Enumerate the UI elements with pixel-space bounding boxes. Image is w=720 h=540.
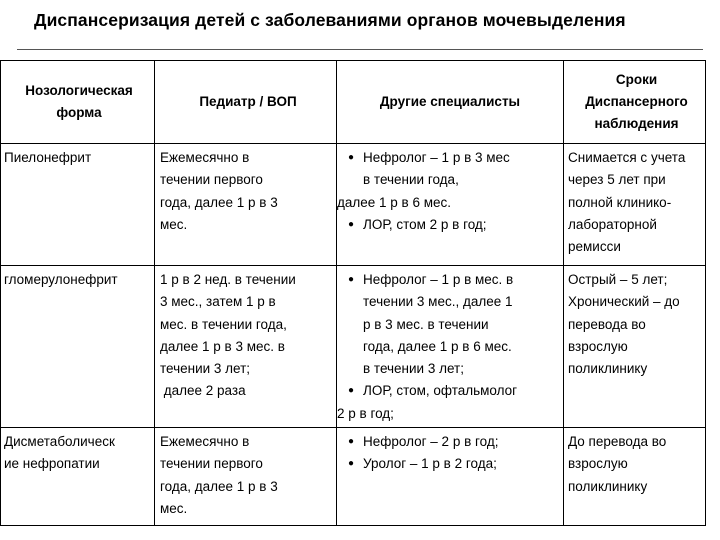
bullet-icon: ● — [347, 385, 354, 397]
cell-line: через 5 лет при — [568, 172, 666, 188]
cell-form — [1, 266, 155, 428]
bullet-icon: ● — [347, 458, 354, 470]
specialist-text: р в 3 мес. в течении — [363, 316, 489, 332]
cell-line: взрослую — [568, 456, 628, 472]
cell-line: течении первого — [160, 172, 263, 188]
specialist-item — [337, 431, 563, 453]
cell-line: полной клинико- — [568, 194, 672, 210]
cell-line: Острый – 5 лет; — [568, 272, 668, 287]
bullet-icon: ● — [347, 274, 354, 285]
table-header-row — [1, 61, 706, 144]
cell-specialists — [337, 144, 564, 266]
cell-line: поликлинику — [568, 478, 648, 494]
cell-terms — [564, 266, 706, 428]
cell-line: Пиелонефрит — [4, 150, 92, 165]
table-row-glomerulonephritis — [1, 266, 706, 428]
cell-terms — [564, 144, 706, 266]
cell-form — [1, 428, 155, 526]
header-other-specialists: Другие специалисты — [337, 61, 564, 144]
specialist-text: Уролог – 1 р в 2 года; — [363, 456, 497, 472]
cell-pediatrician — [155, 428, 337, 526]
cell-line: мес. — [160, 216, 188, 232]
specialist-text: Нефролог – 1 р в мес. в — [363, 272, 514, 287]
header-observation-terms: Сроки Диспансерного наблюдения — [564, 61, 706, 144]
cell-line: мес. в течении года, — [160, 316, 287, 332]
header-nosological-form: Нозологическая форма — [1, 61, 155, 144]
cell-line: далее 1 р в 3 мес. в — [160, 338, 285, 354]
cell-line: мес. — [160, 500, 188, 516]
cell-pediatrician — [155, 266, 337, 428]
specialist-text: течении 3 мес., далее 1 — [363, 294, 513, 310]
cell-line: Ежемесячно в — [160, 434, 250, 449]
cell-line: года, далее 1 р в 3 — [160, 478, 278, 494]
bullet-icon: ● — [347, 218, 354, 230]
specialist-item — [337, 214, 563, 236]
specialist-text: Нефролог – 1 р в 3 мес — [363, 150, 510, 165]
cell-line: Дисметаболическ — [4, 434, 115, 449]
specialist-text: ЛОР, стом 2 р в год; — [363, 216, 487, 232]
bullet-icon: ● — [347, 436, 354, 447]
cell-line: 3 мес., затем 1 р в — [160, 294, 276, 310]
specialist-item — [337, 269, 563, 291]
cell-line: взрослую — [568, 338, 628, 354]
cell-line: перевода во — [568, 316, 646, 332]
cell-line: До перевода во — [568, 434, 667, 449]
cell-line: течении 3 лет; — [160, 361, 251, 377]
cell-terms — [564, 428, 706, 526]
table-row-dysmetabolic-nephropathy — [1, 428, 706, 526]
table-row-pyelonephritis — [1, 144, 706, 266]
cell-line: лабораторной — [568, 216, 657, 232]
specialist-text: 2 р в год; — [337, 405, 394, 421]
cell-line: далее 2 раза — [160, 383, 246, 399]
specialist-text: в течении 3 лет; — [363, 361, 464, 377]
cell-specialists — [337, 266, 564, 428]
specialist-text: далее 1 р в 6 мес. — [337, 194, 452, 210]
cell-form — [1, 144, 155, 266]
specialist-item — [337, 453, 563, 475]
cell-line: поликлинику — [568, 361, 648, 377]
dispensary-table — [0, 60, 706, 526]
header-pediatrician: Педиатр / ВОП — [155, 61, 337, 144]
specialist-text: года, далее 1 р в 6 мес. — [363, 338, 512, 354]
cell-line: ие нефропатии — [4, 456, 100, 472]
cell-line: 1 р в 2 нед. в течении — [160, 272, 296, 287]
specialist-text: Нефролог – 2 р в год; — [363, 434, 499, 449]
cell-line: Ежемесячно в — [160, 150, 250, 165]
cell-line: течении первого — [160, 456, 263, 472]
cell-specialists — [337, 428, 564, 526]
page-title: Диспансеризация детей с заболеваниями органов мочевыделения — [34, 10, 626, 30]
title-divider — [17, 49, 703, 50]
cell-line: года, далее 1 р в 3 — [160, 194, 278, 210]
specialist-text: ЛОР, стом, офтальмолог — [363, 383, 518, 399]
cell-line: гломерулонефрит — [4, 272, 118, 287]
cell-line: ремисси — [568, 239, 621, 255]
specialist-item — [337, 147, 563, 169]
specialist-text: в течении года, — [363, 172, 459, 188]
cell-line: Хронический – до — [568, 294, 680, 310]
cell-pediatrician — [155, 144, 337, 266]
specialist-item — [337, 380, 563, 402]
cell-line: Снимается с учета — [568, 150, 686, 165]
bullet-icon: ● — [347, 152, 354, 163]
